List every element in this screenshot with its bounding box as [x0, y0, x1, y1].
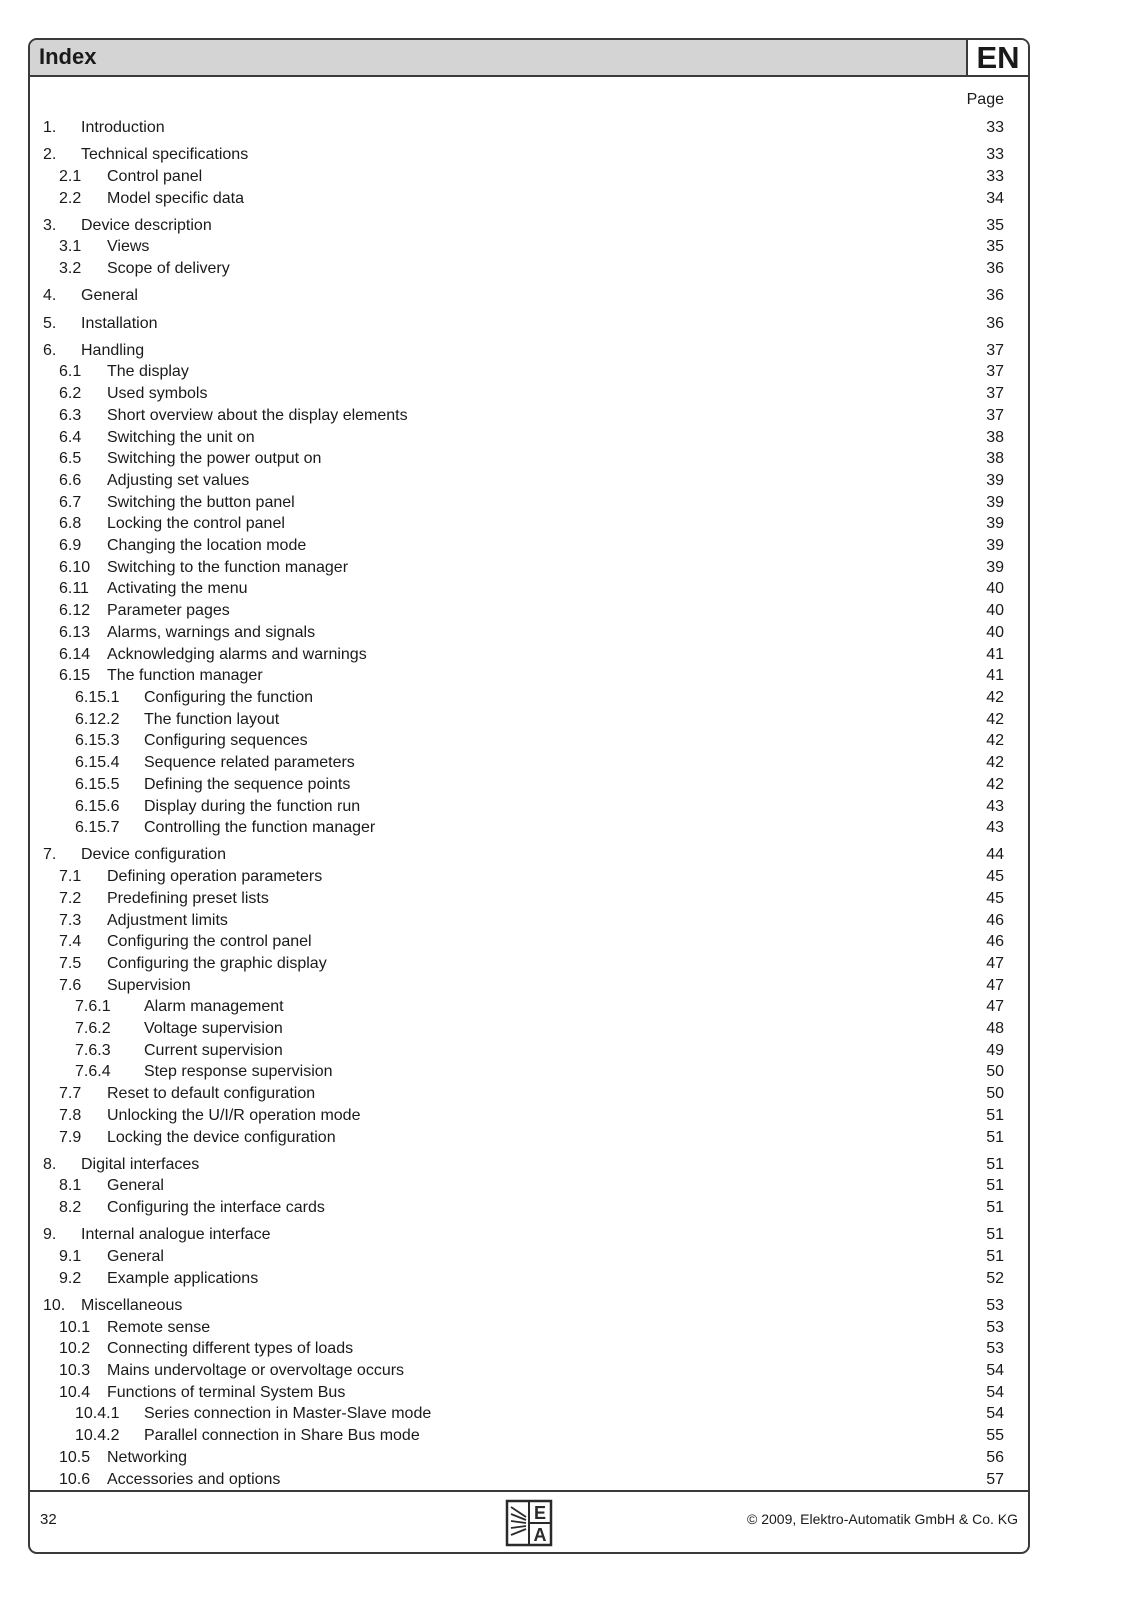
toc-entry-number: 7.1 — [59, 868, 82, 885]
toc-entry-number: 10.4.2 — [75, 1427, 120, 1444]
toc-entry-title: Series connection in Master-Slave mode — [144, 1405, 432, 1422]
toc-entry-page: 44 — [986, 846, 1004, 863]
toc-entry-number: 3. — [43, 217, 57, 234]
toc-entry-page: 37 — [986, 342, 1004, 359]
toc-entry[interactable] — [30, 449, 1028, 469]
toc-entry[interactable] — [30, 259, 1028, 279]
toc-entry[interactable] — [30, 911, 1028, 931]
toc-entry-page: 56 — [986, 1449, 1004, 1466]
toc-entry-page: 50 — [986, 1085, 1004, 1102]
toc-entry-page: 51 — [986, 1129, 1004, 1146]
toc-entry-title: Parallel connection in Share Bus mode — [144, 1427, 420, 1444]
toc-entry-page: 37 — [986, 363, 1004, 380]
toc-entry[interactable] — [30, 514, 1028, 534]
toc-entry-title: Model specific data — [107, 190, 244, 207]
toc-entry-title: Changing the location mode — [107, 537, 307, 554]
toc-entry-title: Connecting different types of loads — [107, 1340, 354, 1357]
toc-entry-number: 10.2 — [59, 1340, 91, 1357]
toc-entry-number: 9.2 — [59, 1270, 82, 1287]
toc-entry-page: 33 — [986, 146, 1004, 163]
toc-entry-number: 6.1 — [59, 363, 82, 380]
toc-entry[interactable] — [30, 1339, 1028, 1359]
toc-entry-number: 2. — [43, 146, 57, 163]
toc-entry-page: 54 — [986, 1405, 1004, 1422]
toc-entry[interactable] — [30, 1128, 1028, 1148]
toc-entry-number: 6.11 — [59, 580, 89, 597]
toc-entry-page: 39 — [986, 515, 1004, 532]
toc-entry[interactable] — [30, 1318, 1028, 1338]
toc-entry-page: 39 — [986, 559, 1004, 576]
toc-entry[interactable] — [30, 1448, 1028, 1468]
toc-entry-page: 36 — [986, 315, 1004, 332]
toc-entry[interactable] — [30, 731, 1028, 751]
toc-entry-number: 6.12 — [59, 602, 91, 619]
toc-entry[interactable] — [30, 688, 1028, 708]
toc-entry-number: 7.6.3 — [75, 1042, 111, 1059]
toc-entry[interactable] — [30, 1426, 1028, 1446]
toc-entry[interactable] — [30, 558, 1028, 578]
toc-entry-title: Switching the power output on — [107, 450, 322, 467]
toc-entry-title: Miscellaneous — [81, 1297, 183, 1314]
toc-entry-page: 51 — [986, 1156, 1004, 1173]
toc-entry-number: 8.2 — [59, 1199, 82, 1216]
toc-entry-title: Acknowledging alarms and warnings — [107, 646, 367, 663]
toc-entry-page: 46 — [986, 912, 1004, 929]
toc-entry-page: 47 — [986, 955, 1004, 972]
ea-logo-icon — [504, 1498, 554, 1548]
toc-entry[interactable] — [30, 493, 1028, 513]
toc-entry-number: 6.15.4 — [75, 754, 120, 771]
toc-entry-number: 10.1 — [59, 1319, 91, 1336]
toc-entry[interactable] — [30, 471, 1028, 491]
toc-entry-title: The function manager — [107, 667, 263, 684]
toc-entry-page: 48 — [986, 1020, 1004, 1037]
toc-entry-number: 10. — [43, 1297, 66, 1314]
toc-entry-title: Views — [107, 238, 150, 255]
toc-entry[interactable] — [30, 1155, 1028, 1175]
toc-entry-title: Switching the button panel — [107, 494, 295, 511]
toc-entry-page: 35 — [986, 238, 1004, 255]
copyright-notice: © 2009, Elektro-Automatik GmbH & Co. KG — [747, 1511, 1018, 1527]
toc-entry[interactable] — [30, 889, 1028, 909]
toc-entry-number: 6.8 — [59, 515, 82, 532]
toc-entry-title: Locking the device configuration — [107, 1129, 336, 1146]
toc-entry-number: 7. — [43, 846, 57, 863]
toc-entry-title: Configuring the control panel — [107, 933, 312, 950]
toc-entry[interactable] — [30, 710, 1028, 730]
toc-entry-number: 7.6.4 — [75, 1063, 111, 1080]
toc-entry[interactable] — [30, 237, 1028, 257]
toc-entry-title: Functions of terminal System Bus — [107, 1384, 346, 1401]
toc-entry-page: 40 — [986, 602, 1004, 619]
toc-entry-number: 9.1 — [59, 1248, 82, 1265]
toc-entry-number: 6.15.3 — [75, 732, 120, 749]
toc-entry-number: 7.2 — [59, 890, 82, 907]
toc-entry-title: Networking — [107, 1449, 188, 1466]
toc-entry-number: 6.4 — [59, 429, 82, 446]
toc-entry[interactable] — [30, 954, 1028, 974]
toc-entry-number: 6.3 — [59, 407, 82, 424]
toc-entry-title: The display — [107, 363, 189, 380]
toc-entry[interactable] — [30, 845, 1028, 865]
logo-letter-e: E — [533, 1503, 547, 1523]
toc-entry-title: Example applications — [107, 1270, 259, 1287]
toc-entry-page: 39 — [986, 472, 1004, 489]
toc-entry-page: 46 — [986, 933, 1004, 950]
toc-entry-title: Control panel — [107, 168, 203, 185]
toc-entry[interactable] — [30, 797, 1028, 817]
toc-entry[interactable] — [30, 1106, 1028, 1126]
toc-entry-title: Supervision — [107, 977, 191, 994]
toc-entry-number: 7.6.1 — [75, 998, 111, 1015]
toc-entry-page: 36 — [986, 260, 1004, 277]
index-title: Index — [39, 44, 97, 69]
toc-entry[interactable] — [30, 384, 1028, 404]
toc-entry-title: Introduction — [81, 119, 165, 136]
toc-entry[interactable] — [30, 601, 1028, 621]
toc-entry-page: 41 — [986, 646, 1004, 663]
toc-entry-number: 6.13 — [59, 624, 91, 641]
toc-entry-page: 43 — [986, 819, 1004, 836]
toc-entry[interactable] — [30, 145, 1028, 165]
toc-entry[interactable] — [30, 1176, 1028, 1196]
toc-entry-number: 6.5 — [59, 450, 82, 467]
toc-entry-title: Technical specifications — [81, 146, 249, 163]
toc-entry-page: 34 — [986, 190, 1004, 207]
toc-entry-page: 53 — [986, 1297, 1004, 1314]
toc-entry-title: Digital interfaces — [81, 1156, 200, 1173]
toc-entry-title: Step response supervision — [144, 1063, 333, 1080]
toc-entry-title: Defining the sequence points — [144, 776, 351, 793]
toc-entry[interactable] — [30, 645, 1028, 665]
toc-entry-title: General — [107, 1248, 164, 1265]
toc-entry[interactable] — [30, 1404, 1028, 1424]
toc-entry-page: 45 — [986, 868, 1004, 885]
toc-entry-number: 6.15.1 — [75, 689, 120, 706]
toc-entry-title: Installation — [81, 315, 158, 332]
toc-entry-title: Configuring sequences — [144, 732, 308, 749]
toc-entry-number: 1. — [43, 119, 57, 136]
toc-entry-title: Alarm management — [144, 998, 284, 1015]
footer-divider — [30, 1490, 1028, 1492]
page-number: 32 — [40, 1511, 57, 1528]
toc-entry[interactable] — [30, 753, 1028, 773]
toc-entry-number: 8. — [43, 1156, 57, 1173]
toc-entry[interactable] — [30, 1296, 1028, 1316]
toc-entry-page: 50 — [986, 1063, 1004, 1080]
toc-entry-title: Device configuration — [81, 846, 226, 863]
toc-entry-page: 40 — [986, 580, 1004, 597]
toc-entry-title: Device description — [81, 217, 212, 234]
toc-entry[interactable] — [30, 167, 1028, 187]
toc-entry-page: 49 — [986, 1042, 1004, 1059]
toc-entry-number: 2.2 — [59, 190, 82, 207]
toc-entry[interactable] — [30, 428, 1028, 448]
toc-entry-title: Internal analogue interface — [81, 1226, 271, 1243]
toc-entry-title: Parameter pages — [107, 602, 230, 619]
toc-entry-number: 7.7 — [59, 1085, 82, 1102]
toc-entry-number: 6.15.7 — [75, 819, 120, 836]
toc-entry-title: Accessories and options — [107, 1471, 281, 1488]
toc-entry-page: 45 — [986, 890, 1004, 907]
toc-entry-page: 42 — [986, 689, 1004, 706]
toc-entry-number: 6.9 — [59, 537, 82, 554]
toc-entry-title: Reset to default configuration — [107, 1085, 316, 1102]
toc-entry-title: Controlling the function manager — [144, 819, 376, 836]
index-header — [30, 40, 1028, 77]
toc-entry-page: 42 — [986, 732, 1004, 749]
toc-entry-number: 6. — [43, 342, 57, 359]
toc-entry-number: 7.3 — [59, 912, 82, 929]
toc-entry-number: 6.12.2 — [75, 711, 120, 728]
toc-entry[interactable] — [30, 536, 1028, 556]
toc-entry-title: Current supervision — [144, 1042, 283, 1059]
toc-entry-title: Remote sense — [107, 1319, 211, 1336]
toc-entry-number: 6.14 — [59, 646, 91, 663]
toc-entry-page: 33 — [986, 168, 1004, 185]
toc-entry-number: 6.10 — [59, 559, 91, 576]
toc-entry-title: Activating the menu — [107, 580, 248, 597]
toc-entry-page: 51 — [986, 1107, 1004, 1124]
toc-entry-page: 53 — [986, 1319, 1004, 1336]
toc-entry-title: Adjustment limits — [107, 912, 228, 929]
toc-entry[interactable] — [30, 1383, 1028, 1403]
toc-entry[interactable] — [30, 623, 1028, 643]
toc-entry[interactable] — [30, 362, 1028, 382]
toc-entry-title: General — [107, 1177, 164, 1194]
toc-entry-number: 7.9 — [59, 1129, 82, 1146]
toc-entry-number: 3.2 — [59, 260, 82, 277]
toc-entry-number: 3.1 — [59, 238, 82, 255]
toc-entry-title: Sequence related parameters — [144, 754, 355, 771]
toc-entry-page: 54 — [986, 1384, 1004, 1401]
toc-entry-number: 9. — [43, 1226, 57, 1243]
toc-entry-number: 8.1 — [59, 1177, 82, 1194]
toc-entry-number: 4. — [43, 287, 57, 304]
toc-entry-page: 38 — [986, 429, 1004, 446]
toc-entry[interactable] — [30, 216, 1028, 236]
toc-entry[interactable] — [30, 867, 1028, 887]
toc-entry-number: 6.2 — [59, 385, 82, 402]
toc-entry-number: 6.15.6 — [75, 798, 120, 815]
toc-entry-page: 55 — [986, 1427, 1004, 1444]
toc-entry-title: Defining operation parameters — [107, 868, 323, 885]
toc-entry-title: Voltage supervision — [144, 1020, 283, 1037]
toc-entry-number: 6.15.5 — [75, 776, 120, 793]
page-column-header: Page — [966, 91, 1004, 108]
toc-entry-number: 10.4 — [59, 1384, 91, 1401]
toc-entry-number: 6.7 — [59, 494, 82, 511]
toc-entry-page: 51 — [986, 1248, 1004, 1265]
toc-entry[interactable] — [30, 1198, 1028, 1218]
toc-entry-number: 10.5 — [59, 1449, 91, 1466]
toc-entry[interactable] — [30, 1225, 1028, 1245]
toc-entry-number: 10.6 — [59, 1471, 91, 1488]
toc-entry-number: 2.1 — [59, 168, 82, 185]
toc-entry[interactable] — [30, 1084, 1028, 1104]
toc-entry-title: Handling — [81, 342, 145, 359]
toc-entry-page: 42 — [986, 711, 1004, 728]
toc-entry[interactable] — [30, 1361, 1028, 1381]
toc-entry-number: 6.6 — [59, 472, 82, 489]
toc-entry-page: 53 — [986, 1340, 1004, 1357]
toc-entry[interactable] — [30, 1041, 1028, 1061]
toc-entry-title: Adjusting set values — [107, 472, 250, 489]
toc-entry[interactable] — [30, 932, 1028, 952]
toc-entry-page: 40 — [986, 624, 1004, 641]
toc-entry[interactable] — [30, 976, 1028, 996]
toc-entry[interactable] — [30, 1019, 1028, 1039]
toc-entry[interactable] — [30, 818, 1028, 838]
toc-entry[interactable] — [30, 997, 1028, 1017]
toc-entry-page: 52 — [986, 1270, 1004, 1287]
toc-entry-title: Alarms, warnings and signals — [107, 624, 316, 641]
toc-entry[interactable] — [30, 1269, 1028, 1289]
toc-entry-number: 7.8 — [59, 1107, 82, 1124]
toc-entry-title: Configuring the graphic display — [107, 955, 327, 972]
toc-entry-title: Configuring the interface cards — [107, 1199, 325, 1216]
toc-entry[interactable] — [30, 406, 1028, 426]
toc-entry-number: 10.4.1 — [75, 1405, 120, 1422]
toc-entry-title: Display during the function run — [144, 798, 361, 815]
toc-entry[interactable] — [30, 314, 1028, 334]
toc-entry-title: Configuring the function — [144, 689, 313, 706]
toc-entry-page: 36 — [986, 287, 1004, 304]
toc-entry[interactable] — [30, 579, 1028, 599]
toc-entry[interactable] — [30, 666, 1028, 686]
toc-entry-page: 47 — [986, 977, 1004, 994]
toc-entry-page: 37 — [986, 407, 1004, 424]
toc-entry-page: 42 — [986, 776, 1004, 793]
toc-entry-page: 33 — [986, 119, 1004, 136]
toc-entry-page: 43 — [986, 798, 1004, 815]
toc-entry[interactable] — [30, 1247, 1028, 1267]
logo-letter-a: A — [533, 1525, 547, 1545]
toc-entry-page: 41 — [986, 667, 1004, 684]
toc-entry-page: 51 — [986, 1177, 1004, 1194]
toc-entry-title: Predefining preset lists — [107, 890, 269, 907]
toc-entry-page: 39 — [986, 537, 1004, 554]
toc-entry-title: Switching the unit on — [107, 429, 255, 446]
toc-entry-number: 6.15 — [59, 667, 91, 684]
toc-entry-page: 35 — [986, 217, 1004, 234]
toc-entry-number: 5. — [43, 315, 57, 332]
toc-entry-page: 51 — [986, 1226, 1004, 1243]
toc-entry-page: 38 — [986, 450, 1004, 467]
toc-entry-page: 57 — [986, 1471, 1004, 1488]
toc-entry-page: 47 — [986, 998, 1004, 1015]
toc-entry-title: Short overview about the display elements — [107, 407, 408, 424]
toc-entry[interactable] — [30, 775, 1028, 795]
toc-entry-page: 51 — [986, 1199, 1004, 1216]
toc-entry[interactable] — [30, 1470, 1028, 1490]
toc-entry-title: Scope of delivery — [107, 260, 230, 277]
toc-entry-number: 7.5 — [59, 955, 82, 972]
toc-entry[interactable] — [30, 1062, 1028, 1082]
toc-entry-title: General — [81, 287, 138, 304]
toc-entry-number: 7.6 — [59, 977, 82, 994]
toc-entry-number: 7.6.2 — [75, 1020, 111, 1037]
toc-entry[interactable] — [30, 286, 1028, 306]
toc-entry[interactable] — [30, 341, 1028, 361]
toc-entry-title: The function layout — [144, 711, 280, 728]
toc-entry[interactable] — [30, 189, 1028, 209]
toc-entry-number: 10.3 — [59, 1362, 91, 1379]
language-badge: EN — [966, 40, 1028, 75]
toc-entry-page: 42 — [986, 754, 1004, 771]
toc-entry-title: Mains undervoltage or overvoltage occurs — [107, 1362, 405, 1379]
toc-entry-page: 54 — [986, 1362, 1004, 1379]
toc-entry-title: Unlocking the U/I/R operation mode — [107, 1107, 361, 1124]
toc-entry-title: Locking the control panel — [107, 515, 285, 532]
toc-entry-page: 37 — [986, 385, 1004, 402]
toc-entry-number: 7.4 — [59, 933, 82, 950]
toc-entry-page: 39 — [986, 494, 1004, 511]
toc-entry-title: Switching to the function manager — [107, 559, 349, 576]
toc-entry[interactable] — [30, 118, 1028, 138]
page-frame — [28, 38, 1030, 1554]
toc-entry-title: Used symbols — [107, 385, 208, 402]
